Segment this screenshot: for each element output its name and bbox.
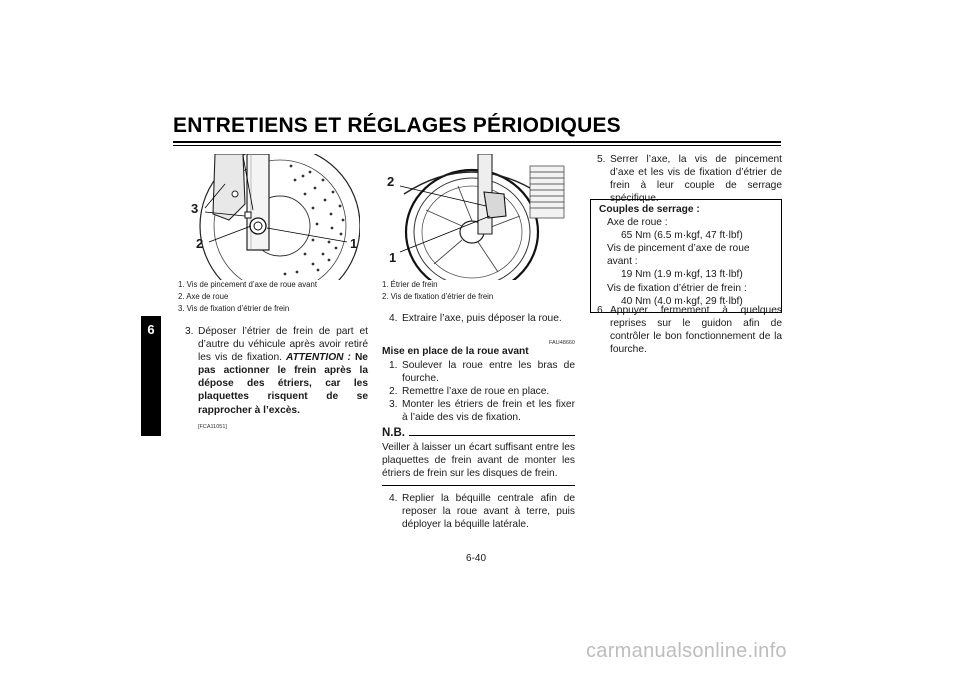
callout-1: 1 (389, 250, 397, 265)
torque-line: Vis de fixation d’étrier de frein : (607, 282, 747, 294)
torque-box (590, 199, 782, 313)
list-item: 1. Soulever la roue entre les bras de fourche. (389, 360, 575, 385)
torque-value: 19 Nm (1.9 m·kgf, 13 ft·lbf) (621, 269, 743, 281)
nb-rule (382, 485, 575, 486)
figure-left-captions (178, 279, 317, 315)
callout-2: 2 (196, 236, 204, 251)
caption-item: 2. Axe de roue (178, 292, 229, 301)
list-item: 3. Monter les étriers de frein et les fixer à l’aide des vis de fixation. (389, 399, 575, 424)
caption-item: 1. Étrier de frein (382, 280, 438, 289)
torque-line: Vis de pincement d’axe de roue avant : (607, 243, 750, 268)
step-text: Replier la béquille centrale afin de reposer la roue avant à terre, puis déployer la béquille latérale. (402, 493, 575, 531)
step-text: Appuyer fermement à quelques reprises sur le guidon afin de contrôler le bon fonctionnement de la fourche. (610, 305, 782, 356)
install-steps (389, 359, 575, 424)
reference-code: [FCA11051] (198, 423, 227, 430)
chapter-tab: 6 (141, 316, 161, 436)
reference-code: FAU48660 (549, 340, 575, 346)
front-wheel-illustration (380, 154, 575, 280)
section-title: Mise en place de la roue avant (382, 346, 529, 357)
header-rule (173, 141, 781, 143)
step-number: 5. (597, 154, 606, 165)
page-title: ENTRETIENS ET RÉGLAGES PÉRIODIQUES (173, 114, 621, 137)
torque-title: Couples de serrage : (599, 204, 700, 215)
header-rule-thin (173, 145, 781, 146)
nb-note (382, 427, 575, 486)
nb-title: N.B. (382, 427, 405, 439)
caption-item: 2. Vis de fixation d’étrier de frein (382, 292, 494, 301)
step-4-remove (389, 312, 575, 325)
step-3 (185, 325, 368, 434)
nb-text: Veiller à laisser un écart suffisant entre les plaquettes de frein avant de monter les étriers de frein sur les disques de frein. (382, 442, 575, 480)
step-text: Extraire l’axe, puis déposer la roue. (402, 313, 562, 324)
watermark: carmanualsonline.info (586, 640, 787, 662)
callout-2: 2 (387, 174, 395, 189)
step-number: 3. (185, 326, 194, 337)
caption-item: 1. Vis de pincement d’axe de roue avant (178, 280, 317, 289)
torque-line: Axe de roue : (607, 217, 668, 229)
attention-text: Ne pas actionner le frein après la dépose des étriers, car les plaquettes risquent de se rapprocher à l’excès. (198, 352, 368, 416)
caption-item: 3. Vis de fixation d’étrier de frein (178, 304, 290, 313)
step-6 (597, 304, 782, 356)
front-axle-illustration (185, 154, 360, 280)
callout-3: 3 (191, 201, 199, 216)
step-4-stand (389, 492, 575, 531)
torque-value: 65 Nm (6.5 m·kgf, 47 ft·lbf) (621, 230, 743, 242)
step-number: 4. (389, 493, 398, 504)
page-number: 6-40 (466, 553, 487, 564)
torque-value: 40 Nm (4.0 m·kgf, 29 ft·lbf) (621, 295, 743, 307)
attention-label: ATTENTION : (285, 352, 351, 364)
step-number: 4. (389, 313, 398, 324)
step-text: Serrer l’axe, la vis de pincement d’axe et les vis de fixation d’étrier de frein à leur couple de serrage spécifique. (610, 154, 782, 205)
list-item: 2. Remettre l’axe de roue en place. (389, 386, 550, 398)
step-number: 6. (597, 305, 606, 316)
callout-1: 1 (350, 236, 358, 251)
step-text: Déposer l’étrier de frein de part et d’autre du véhicule après avoir retiré les vis de fixation. (198, 326, 368, 364)
step-5 (597, 153, 782, 205)
figure-mid-captions (382, 279, 493, 303)
